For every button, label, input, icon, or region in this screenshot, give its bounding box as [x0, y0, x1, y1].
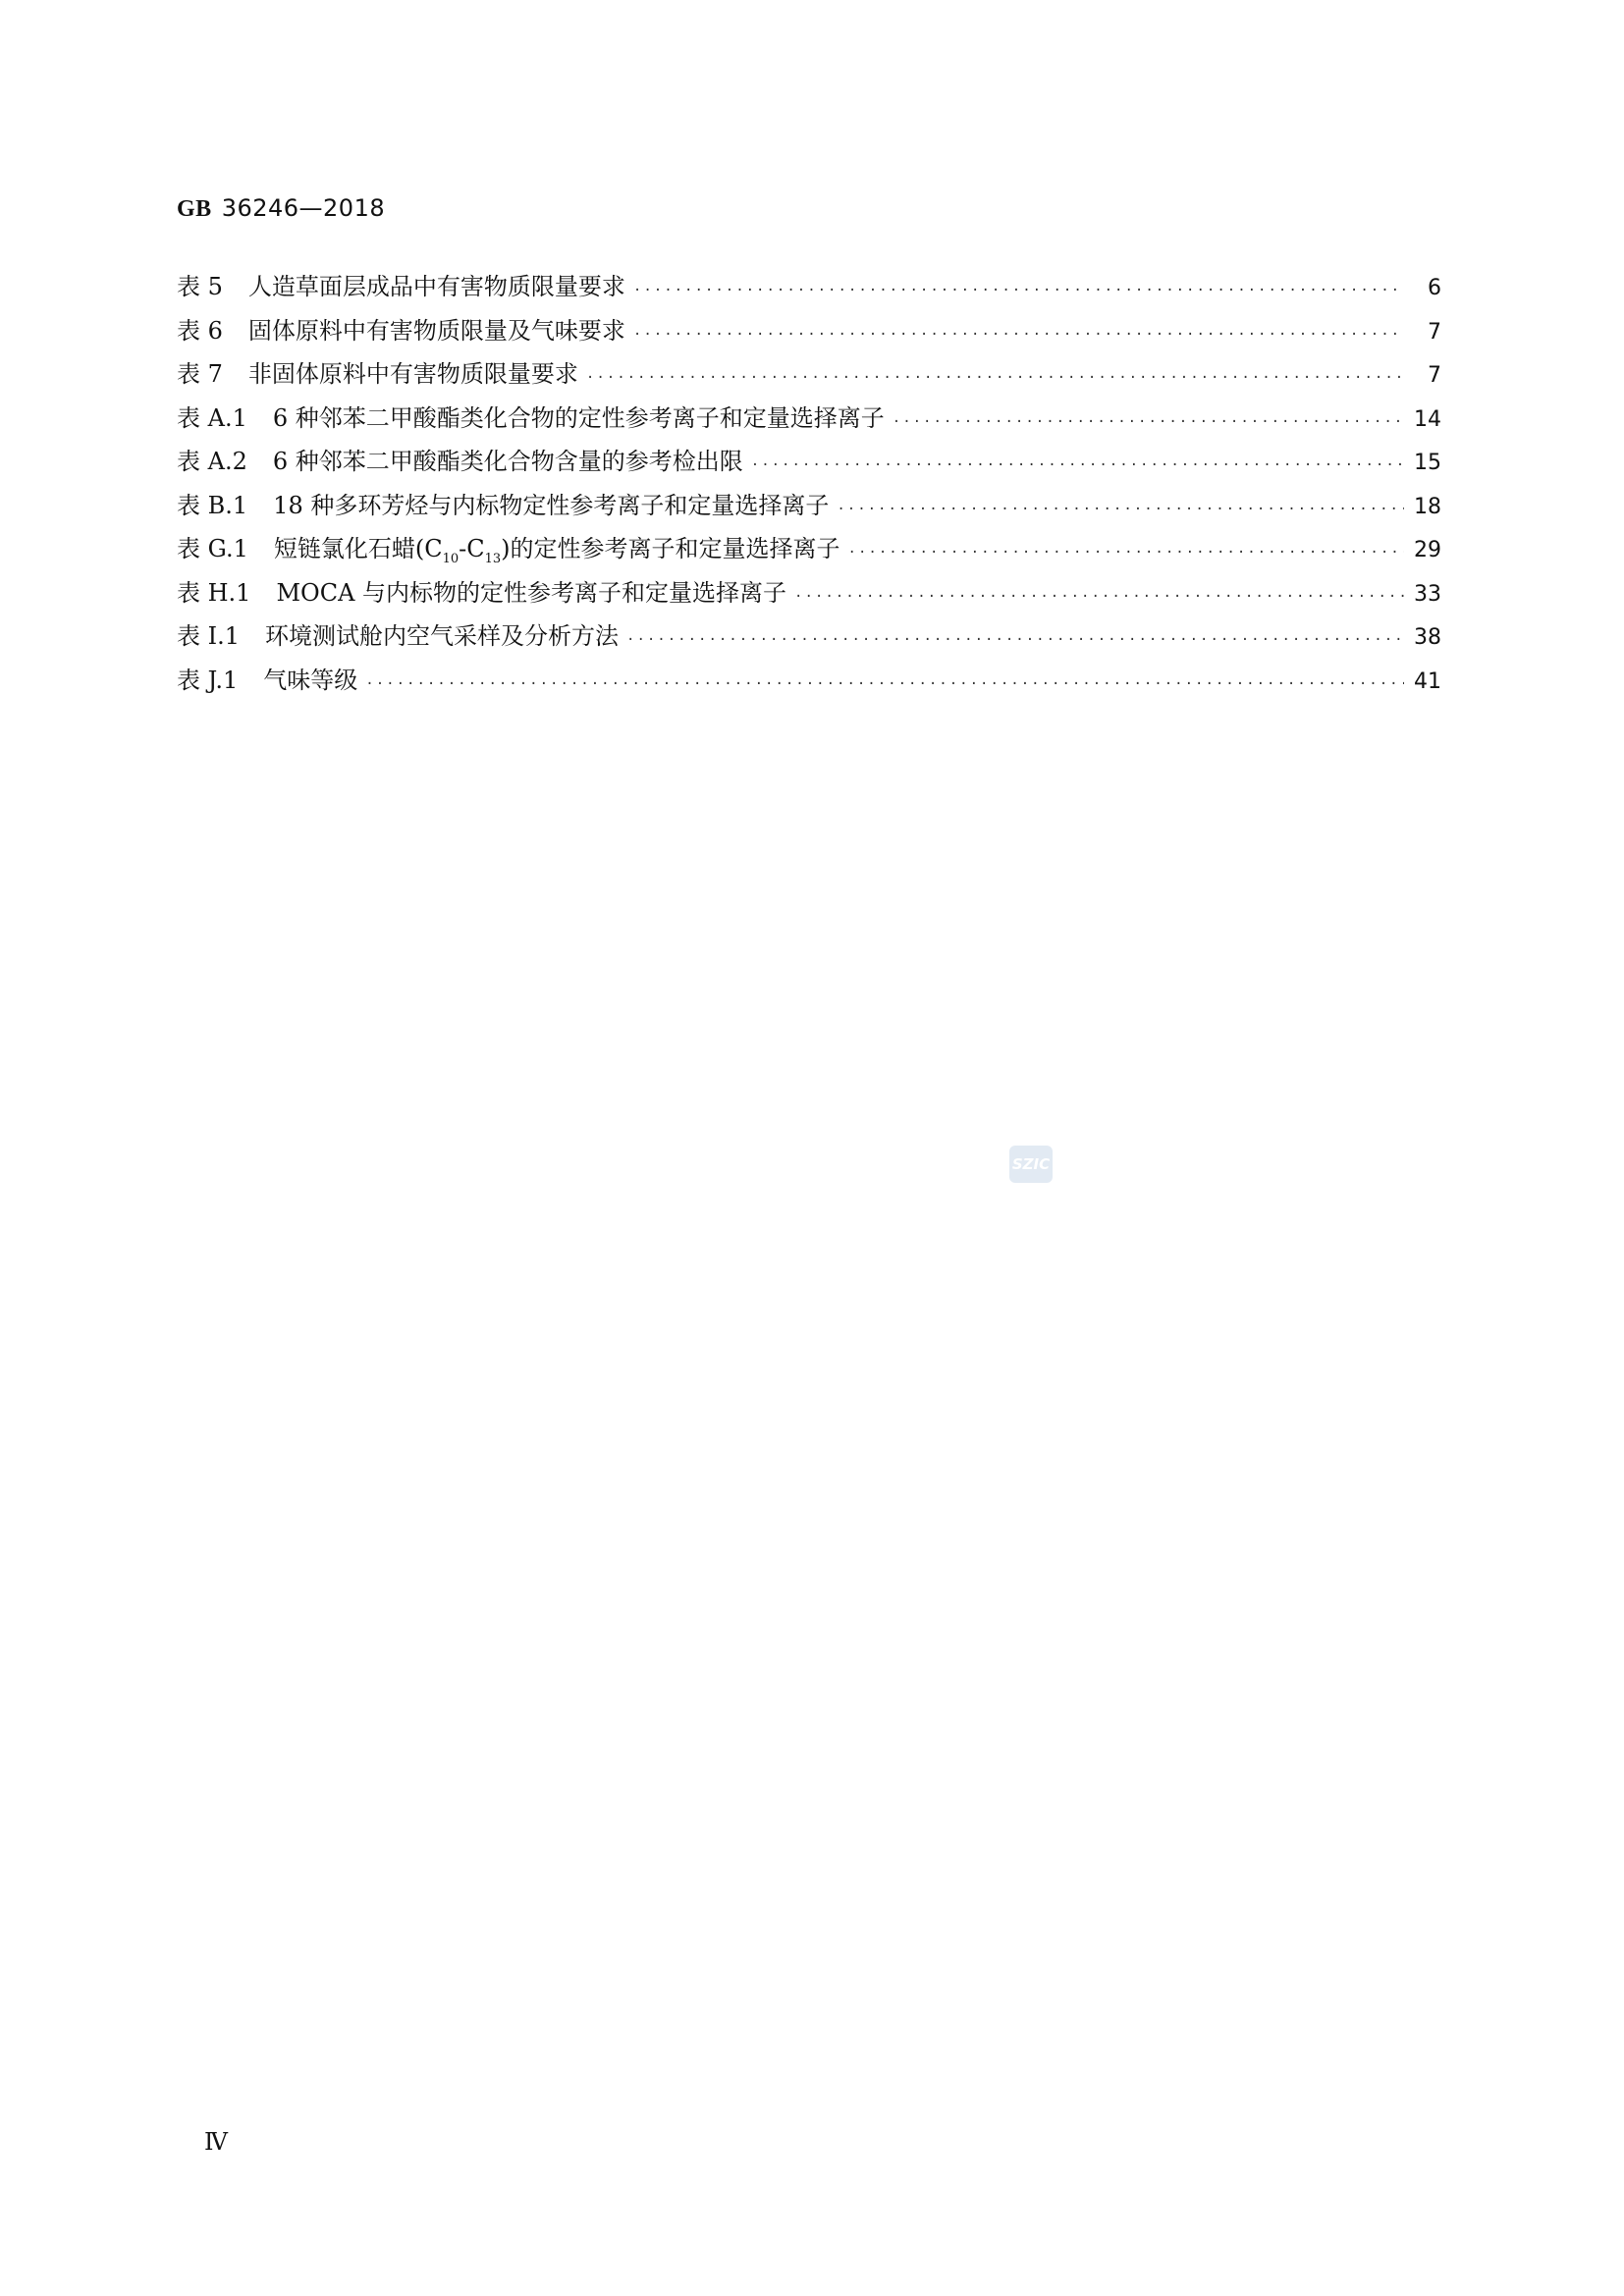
page-number: Ⅳ	[204, 2128, 228, 2156]
toc-leader	[633, 313, 1404, 356]
toc-leader	[586, 356, 1404, 400]
table-of-contents	[177, 265, 1441, 702]
toc-title-part: 短链氯化石蜡(C	[273, 535, 443, 562]
toc-entry[interactable]	[177, 397, 1441, 441]
toc-entry[interactable]	[177, 440, 1441, 484]
toc-leader	[893, 400, 1404, 444]
toc-label: 表 H.1	[177, 578, 251, 607]
toc-leader	[365, 663, 1404, 706]
toc-label: 表 G.1	[177, 535, 248, 562]
toc-label: 表 5	[177, 273, 223, 300]
toc-title: 18 种多环芳烃与内标物定性参考离子和定量选择离子	[273, 491, 830, 519]
toc-entry[interactable]	[177, 352, 1441, 397]
toc-page: 15	[1414, 451, 1441, 475]
toc-entry[interactable]	[177, 659, 1441, 703]
toc-leader	[848, 531, 1404, 574]
toc-entry[interactable]	[177, 309, 1441, 353]
toc-entry[interactable]	[177, 484, 1441, 528]
watermark-logo: SZIC	[1009, 1146, 1053, 1183]
toc-page: 18	[1414, 494, 1441, 519]
standard-prefix: GB	[177, 196, 212, 222]
toc-leader	[751, 444, 1404, 487]
toc-leader	[794, 575, 1404, 618]
document-header	[177, 194, 385, 223]
toc-leader	[837, 488, 1404, 531]
toc-title: 人造草面层成品中有害物质限量要求	[247, 273, 625, 300]
toc-label: 表 I.1	[177, 622, 241, 650]
toc-title: 固体原料中有害物质限量及气味要求	[247, 316, 625, 345]
standard-number: 36246—2018	[221, 194, 386, 222]
toc-page: 29	[1414, 538, 1441, 562]
toc-page: 38	[1414, 625, 1441, 650]
subscript-13: 13	[484, 551, 502, 566]
toc-entry[interactable]	[177, 571, 1441, 615]
toc-entry[interactable]	[177, 614, 1441, 659]
toc-label: 表 7	[177, 360, 223, 388]
toc-page: 6	[1428, 276, 1441, 300]
toc-leader	[626, 618, 1404, 662]
toc-page: 33	[1414, 581, 1441, 607]
toc-entry[interactable]	[177, 265, 1441, 309]
toc-title: MOCA 与内标物的定性参考离子和定量选择离子	[276, 578, 787, 607]
toc-label: 表 6	[177, 316, 223, 345]
toc-title-part: )的定性参考离子和定量选择离子	[501, 535, 840, 562]
toc-label: 表 B.1	[177, 491, 248, 519]
toc-title: 非固体原料中有害物质限量要求	[247, 360, 578, 388]
toc-page: 7	[1428, 319, 1441, 345]
toc-page: 14	[1414, 406, 1441, 432]
subscript-10: 10	[442, 551, 460, 566]
toc-title: 气味等级	[263, 666, 358, 694]
toc-leader	[633, 269, 1404, 312]
toc-label: 表 A.1	[177, 403, 247, 432]
toc-page: 41	[1414, 668, 1441, 694]
toc-title: 6 种邻苯二甲酸酯类化合物含量的参考检出限	[272, 448, 743, 475]
toc-page: 7	[1428, 363, 1441, 388]
toc-label: 表 A.2	[177, 448, 247, 475]
toc-label: 表 J.1	[177, 666, 239, 694]
toc-title-part: -C	[459, 535, 485, 562]
toc-title: 环境测试舱内空气采样及分析方法	[265, 622, 620, 650]
toc-title: 6 种邻苯二甲酸酯类化合物的定性参考离子和定量选择离子	[272, 403, 885, 432]
toc-entry[interactable]	[177, 527, 1441, 571]
